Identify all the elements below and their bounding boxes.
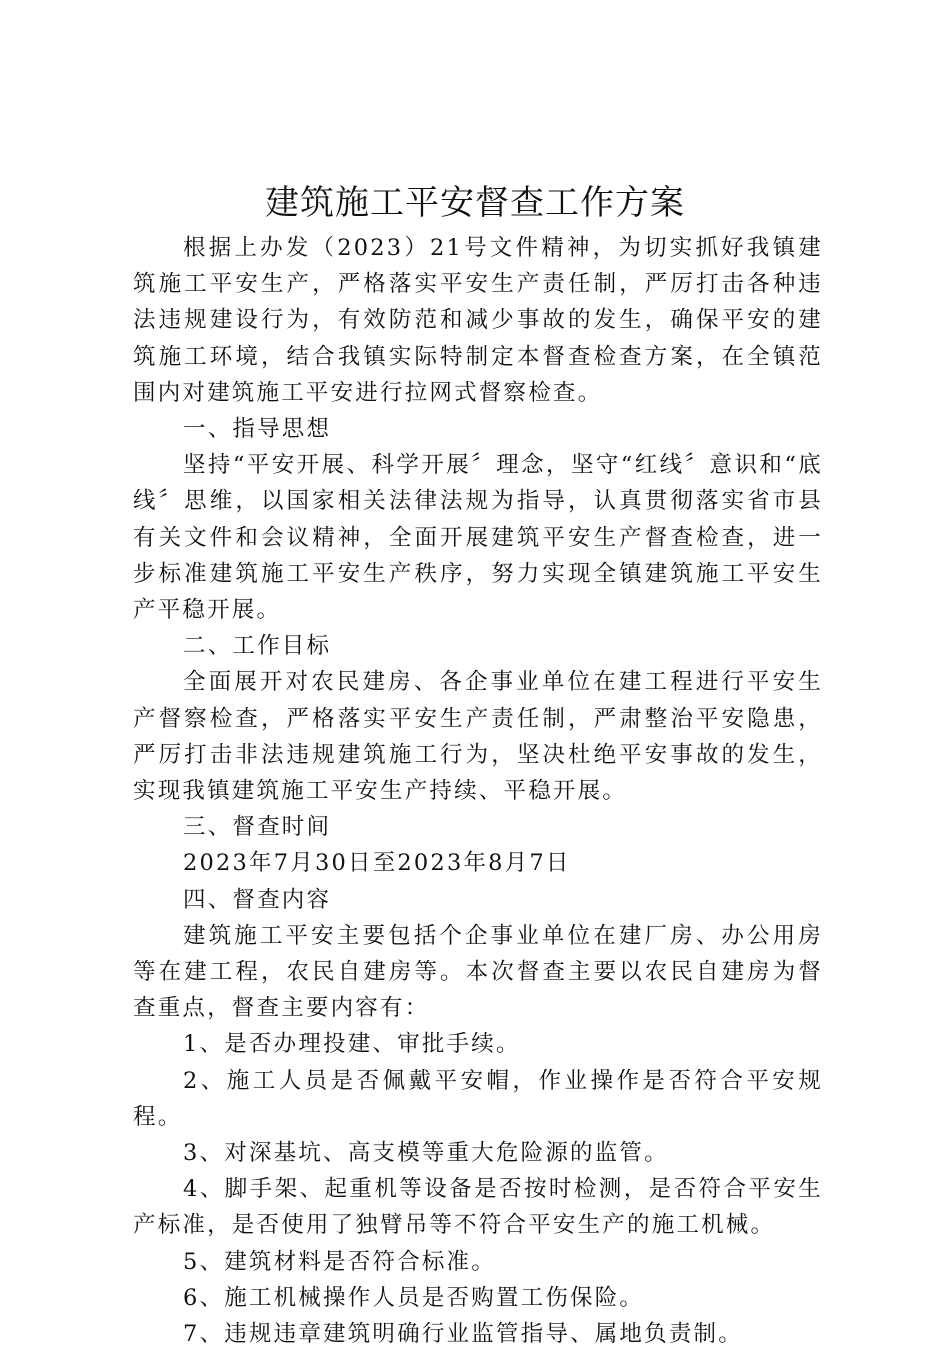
list-item-4: 4、脚手架、起重机等设备是否按时检测，是否符合平安生产标准，是否使用了独臂吊等不符合平安生产的施工机械。 bbox=[133, 1176, 823, 1239]
list-item-6: 6、施工机械操作人员是否购置工伤保险。 bbox=[183, 1284, 645, 1311]
heading-inspection-content: 四、督查内容 bbox=[183, 886, 332, 913]
list-item-1: 1、是否办理投建、审批手续。 bbox=[183, 1031, 521, 1058]
paragraph-inspection-content: 建筑施工平安主要包括个企事业单位在建厂房、办公用房等在建工程，农民自建房等。本次督查主要以农民自建房为督查重点，督查主要内容有： bbox=[133, 922, 823, 1022]
paragraph-guiding-ideology: 坚持“平安开展、科学开展〞理念，坚守“红线〞意识和“底线〞思维，以国家相关法律法规为指导，认真贯彻落实省市县有关文件和会议精神，全面开展建筑平安生产督查检查，进一步标准建筑施工平安生产秩序，努力实现全镇建筑施工平安生产平稳开展。 bbox=[133, 452, 823, 624]
list-item-7: 7、违规违章建筑明确行业监管指导、属地负责制。 bbox=[183, 1321, 743, 1348]
paragraph-work-goals: 全面展开对农民建房、各企事业单位在建工程进行平安生产督察检查，严格落实平安生产责任制，严肃整治平安隐患，严厉打击非法违规建筑施工行为，坚决杜绝平安事故的发生，实现我镇建筑施工平安生产持续、平稳开展。 bbox=[133, 669, 823, 805]
list-item-2: 2、施工人员是否佩戴平安帽，作业操作是否符合平安规程。 bbox=[133, 1067, 823, 1130]
document-title: 建筑施工平安督查工作方案 bbox=[265, 183, 685, 223]
list-item-3: 3、对深基坑、高支模等重大危险源的监管。 bbox=[183, 1140, 669, 1167]
paragraph-inspection-time: 2023年7月30日至2023年8月7日 bbox=[183, 850, 571, 877]
heading-work-goals: 二、工作目标 bbox=[183, 633, 332, 660]
heading-inspection-time: 三、督查时间 bbox=[183, 814, 332, 841]
list-item-5: 5、建筑材料是否符合标准。 bbox=[183, 1248, 496, 1275]
heading-guiding-ideology: 一、指导思想 bbox=[183, 416, 332, 443]
document-body bbox=[133, 230, 823, 1352]
paragraph-intro: 根据上办发（2023）21号文件精神，为切实抓好我镇建筑施工平安生产，严格落实平安生产责任制，严厉打击各种违法违规建设行为，有效防范和减少事故的发生，确保平安的建筑施工环境，结合我镇实际特制定本督查检查方案，在全镇范围内对建筑施工平安进行拉网式督察检查。 bbox=[133, 235, 823, 406]
